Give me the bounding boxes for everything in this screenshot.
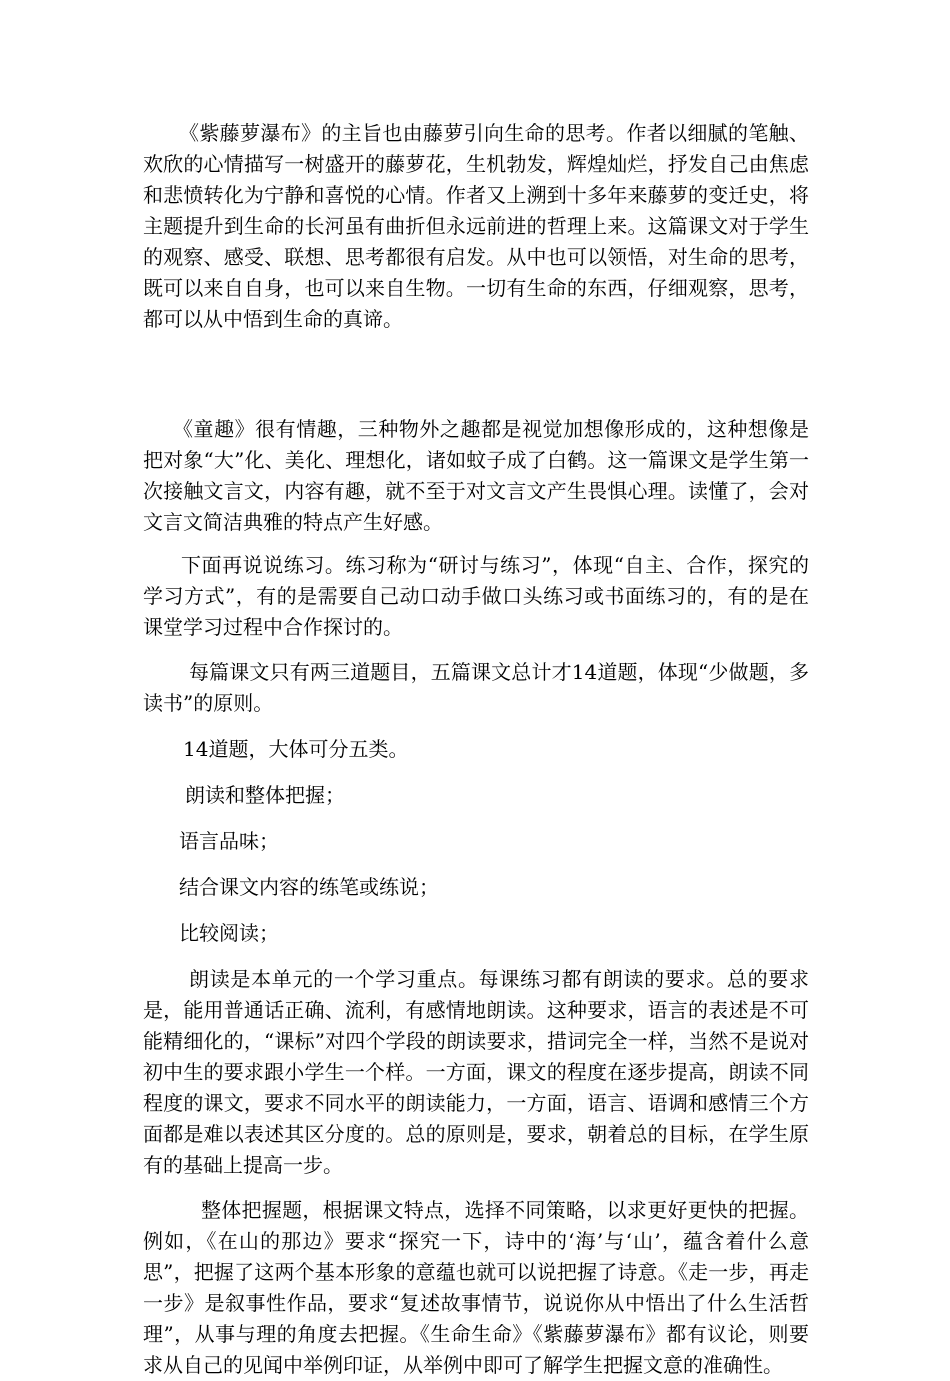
paragraph-exercises: 下面再说说练习。练习称为“研讨与练习”，体现“自主、合作，探究的学习方式”，有的是需要自己动口动手做口头练习或书面练习的，有的是在课堂学习过程中合作探讨的。 xyxy=(143,553,809,639)
paragraph-ziteng: 《紫藤萝瀑布》的主旨也由藤萝引向生命的思考。作者以细腻的笔触、欢欣的心情描写一树盛开的藤萝花，生机勃发，辉煌灿烂，抒发自己由焦虑和悲愤转化为宁静和喜悦的心情。作者又上溯到十多年来藤萝的变迁史，将主题提升到生命的长河虽有曲折但永远前进的哲理上来。这篇课文对于学生的观察、感受、联想、思考都很有启发。从中也可以领悟，对生命的思考，既可以来自自身，也可以来自生物。一切有生命的东西，仔细观察，思考，都可以从中悟到生命的真谛。 xyxy=(143,121,809,331)
document-body xyxy=(143,118,809,1381)
paragraph-tongqu: 《童趣》很有情趣，三种物外之趣都是视觉加想像形成的，这种想像是把对象“大”化、美化、理想化，诸如蚊子成了白鹤。这一篇课文是学生第一次接触文言文，内容有趣，就不至于对文言文产生畏惧心理。读懂了，会对文言文简洁典雅的特点产生好感。 xyxy=(143,417,809,534)
paragraph-question-count: 每篇课文只有两三道题目，五篇课文总计才14道题，体现“少做题，多读书”的原则。 xyxy=(143,660,809,715)
paragraph-reading-aloud: 朗读是本单元的一个学习重点。每课练习都有朗读的要求。总的要求是，能用普通话正确、流利，有感情地朗读。这种要求，语言的表述是不可能精细化的，“课标”对四个学段的朗读要求，措词完全一样，当然不是说对初中生的要求跟小学生一个样。一方面，课文的程度在逐步提高，朗读不同程度的课文，要求不同水平的朗读能力，一方面，语言、语调和感情三个方面都是难以表述其区分度的。总的原则是，要求，朝着总的目标，在学生原有的基础上提高一步。 xyxy=(143,967,809,1177)
paragraph-overall-grasp: 整体把握题，根据课文特点，选择不同策略，以求更好更快的把握。例如，《在山的那边》要求“探究一下，诗中的‘海’与‘山’，蕴含着什么意思”，把握了这两个基本形象的意蕴也就可以说把握了诗意。《走一步，再走一步》是叙事性作品，要求“复述故事情节，说说你从中悟出了什么生活哲理”，从事与理的角度去把握。《生命生命》《紫藤萝瀑布》都有议论，则要求从自己的见闻中举例印证，从举例中即可了解学生把握文意的准确性。 xyxy=(143,1198,809,1377)
list-item: 比较阅读； xyxy=(179,921,279,945)
list-item: 结合课文内容的练笔或练说； xyxy=(179,875,439,899)
list-intro: 14道题，大体可分五类。 xyxy=(183,737,409,761)
list-item: 语言品味； xyxy=(179,829,279,853)
list-item: 朗读和整体把握； xyxy=(185,783,345,807)
